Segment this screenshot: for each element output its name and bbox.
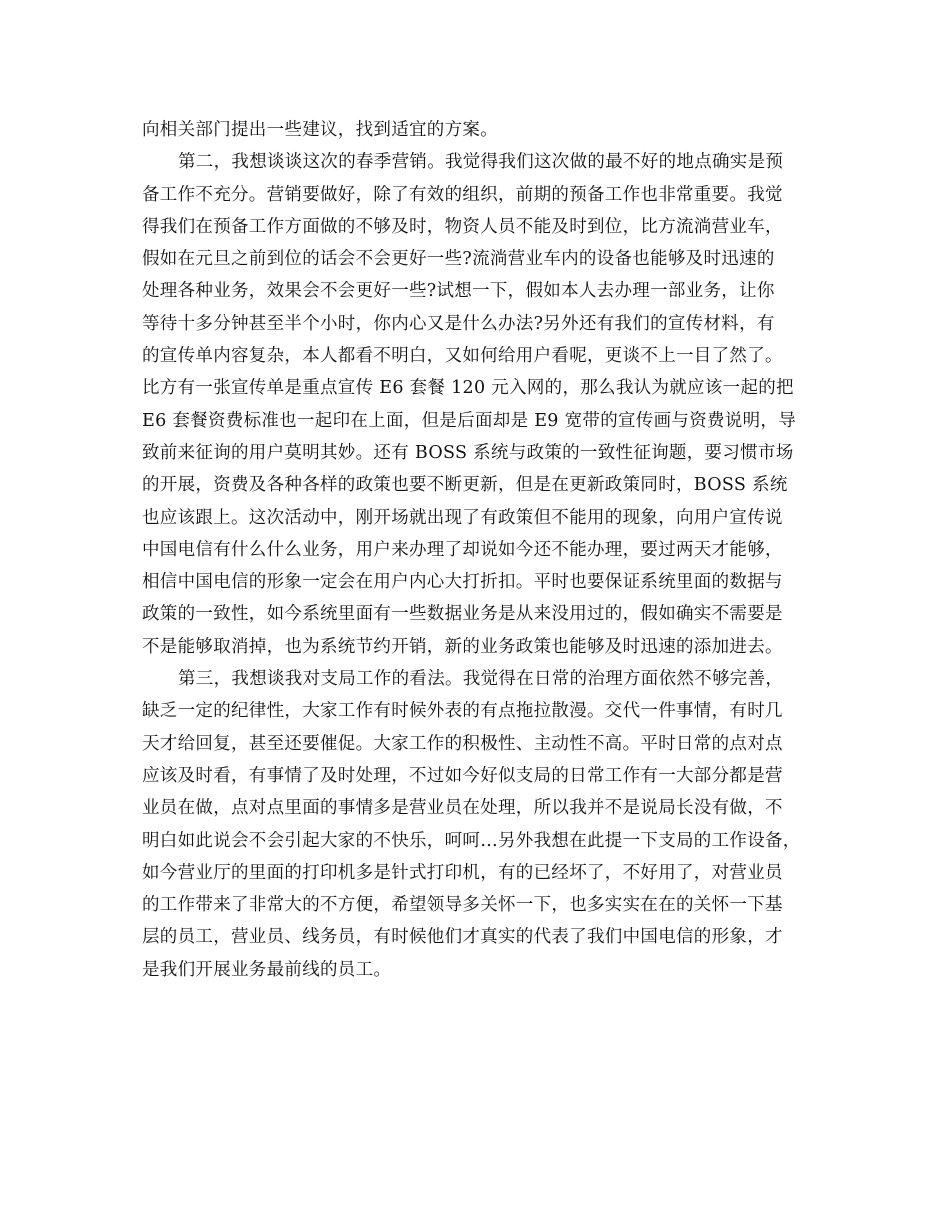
document-body xyxy=(142,114,814,986)
text-line: 第三，我想谈我对支局工作的看法。我觉得在日常的治理方面依然不够完善， xyxy=(178,669,784,690)
text-line: 天才给回复，甚至还要催促。大家工作的积极性、主动性不高。平时日常的点对点 xyxy=(142,733,783,754)
text-line: 业员在做，点对点里面的事情多是营业员在处理，所以我并不是说局长没有做，不 xyxy=(142,798,783,819)
text-line: 应该及时看，有事情了及时处理，不过如今好似支局的日常工作有一大部分都是营 xyxy=(142,765,783,786)
text-line: 比方有一张宣传单是重点宣传 E6 套餐 120 元入网的，那么我认为就应该一起的把 xyxy=(142,378,794,399)
text-line: 的工作带来了非常大的不方便，希望领导多关怀一下，也多实实在在的关怀一下基 xyxy=(142,895,783,916)
text-line: 如今营业厅的里面的打印机多是针式打印机，有的已经坏了，不好用了，对营业员 xyxy=(142,862,783,883)
text-line: E6 套餐资费标准也一起印在上面，但是后面却是 E9 宽带的宣传画与资费说明，导 xyxy=(142,410,797,431)
text-line: 政策的一致性，如今系统里面有一些数据业务是从来没用过的，假如确实不需要是 xyxy=(142,604,783,625)
text-line: 备工作不充分。营销要做好，除了有效的组织，前期的预备工作也非常重要。我觉 xyxy=(142,184,783,205)
text-line: 是我们开展业务最前线的员工。 xyxy=(142,959,392,980)
text-line: 得我们在预备工作方面做的不够及时，物资人员不能及时到位，比方流淌营业车， xyxy=(142,216,783,237)
text-line: 致前来征询的用户莫明其妙。还有 BOSS 系统与政策的一致性征询题，要习惯市场 xyxy=(142,442,794,463)
text-line: 的开展，资费及各种各样的政策也要不断更新，但是在更新政策同时，BOSS 系统 xyxy=(142,475,788,496)
text-line: 明白如此说会不会引起大家的不快乐，呵呵…另外我想在此提一下支局的工作设备， xyxy=(142,830,801,851)
text-line: 层的员工，营业员、线务员，有时候他们才真实的代表了我们中国电信的形象，才 xyxy=(142,927,783,948)
text-line: 等待十多分钟甚至半个小时，你内心又是什么办法?另外还有我们的宣传材料，有 xyxy=(142,313,775,334)
text-line: 也应该跟上。这次活动中，刚开场就出现了有政策但不能用的现象，向用户宣传说 xyxy=(142,507,783,528)
text-line: 的宣传单内容复杂，本人都看不明白，又如何给用户看呢，更谈不上一目了然了。 xyxy=(142,346,783,367)
text-line: 缺乏一定的纪律性，大家工作有时候外表的有点拖拉散漫。交代一件事情，有时几 xyxy=(142,701,783,722)
text-line: 处理各种业务，效果会不会更好一些?试想一下，假如本人去办理一部业务，让你 xyxy=(142,281,775,302)
text-line: 第二，我想谈谈这次的春季营销。我觉得我们这次做的最不好的地点确实是预 xyxy=(178,152,784,173)
text-line: 中国电信有什么什么业务，用户来办理了却说如今还不能办理，要过两天才能够， xyxy=(142,539,783,560)
text-line: 向相关部门提出一些建议，找到适宜的方案。 xyxy=(142,120,498,140)
text-line: 相信中国电信的形象一定会在用户内心大打折扣。平时也要保证系统里面的数据与 xyxy=(142,572,783,593)
text-line: 假如在元旦之前到位的话会不会更好一些?流淌营业车内的设备也能够及时迅速的 xyxy=(142,249,775,270)
text-line: 不是能够取消掉，也为系统节约开销，新的业务政策也能够及时迅速的添加进去。 xyxy=(142,636,783,657)
